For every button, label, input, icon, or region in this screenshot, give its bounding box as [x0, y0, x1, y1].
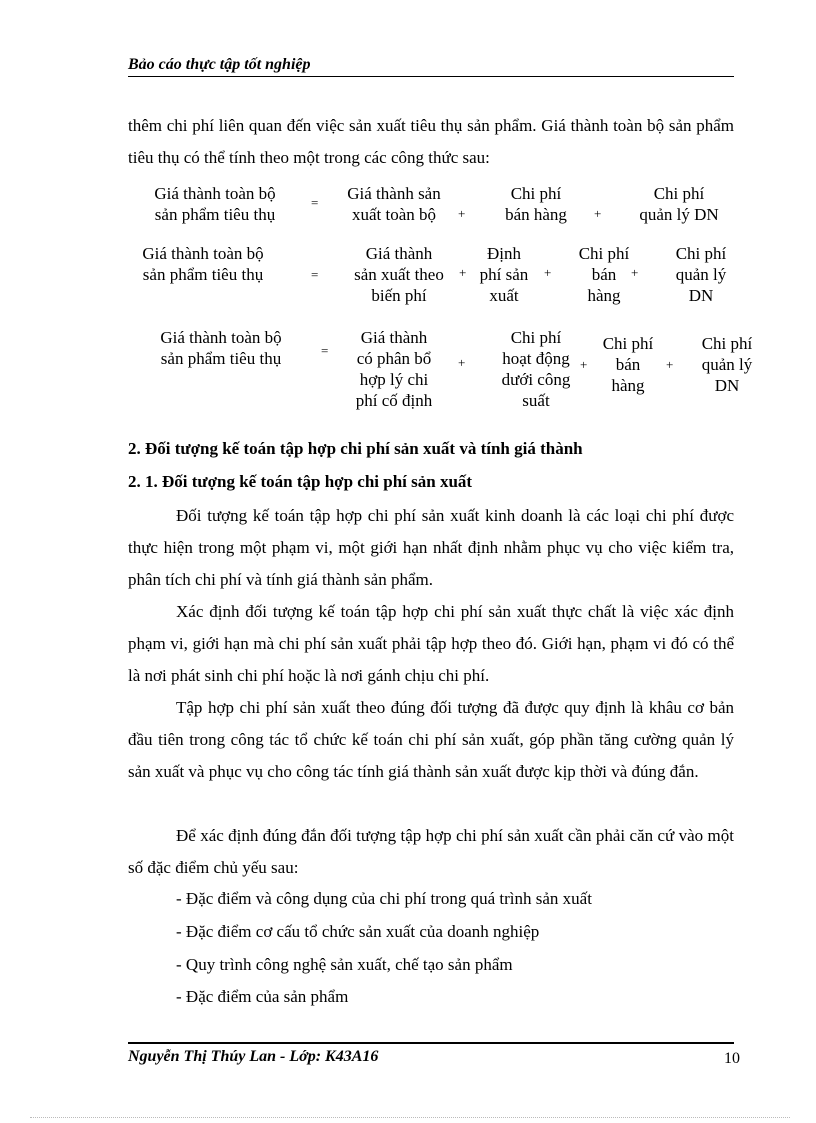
formula-3-lhs: Giá thành toàn bộ sản phẩm tiêu thụ	[160, 328, 282, 368]
page-footer: Nguyễn Thị Thúy Lan - Lớp: K43A16	[128, 1048, 379, 1065]
plus-sign: +	[544, 265, 552, 280]
footer-rule	[128, 1042, 734, 1044]
plus-sign: +	[580, 357, 588, 372]
equals-sign: =	[321, 343, 329, 358]
bullet-item: - Đặc điểm của sản phẩm	[176, 987, 349, 1006]
formula-2-term-4: Chi phí quản lý DN	[675, 244, 727, 305]
bullet-item: - Đặc điểm cơ cấu tổ chức sản xuất của doanh nghiệp	[176, 922, 540, 941]
equals-sign: =	[311, 267, 319, 282]
section-heading-2: 2. Đối tượng kế toán tập hợp chi phí sản xuất và tính giá thành	[128, 439, 583, 458]
equals-sign: =	[311, 195, 319, 210]
formula-1-term-3: Chi phí quản lý DN	[639, 184, 719, 224]
paragraph-3: Tập hợp chi phí sản xuất theo đúng đối tượng đã được quy định là khâu cơ bản đầu tiên trong công tác tổ chức kế toán chi phí sản xuất, góp phần tăng cường quản lý sản xuất và phục vụ cho công tác tính giá thành sản xuất được kịp thời và đúng đắn.	[128, 698, 734, 781]
plus-sign: +	[458, 206, 466, 221]
formula-2-term-1: Giá thành sản xuất theo biến phí	[354, 244, 444, 305]
formula-2-lhs: Giá thành toàn bộ sản phẩm tiêu thụ	[142, 244, 264, 284]
plus-sign: +	[458, 355, 466, 370]
plus-sign: +	[666, 357, 674, 372]
formula-3-term-1: Giá thành có phân bổ hợp lý chi phí cố định	[355, 328, 433, 410]
formula-3-term-4: Chi phí quản lý DN	[701, 334, 753, 395]
bullet-item: - Đặc điểm và công dụng của chi phí trong quá trình sản xuất	[176, 889, 592, 908]
paragraph-1: Đối tượng kế toán tập hợp chi phí sản xuất kinh doanh là các loại chi phí được thực hiện trong một phạm vi, một giới hạn nhất định nhằm phục vụ cho việc kiểm tra, phân tích chi phí và tính giá thành sản phẩm.	[128, 506, 734, 589]
formula-1-term-1: Giá thành sản xuất toàn bộ	[347, 184, 441, 224]
paragraph-2: Xác định đối tượng kế toán tập hợp chi phí sản xuất thực chất là việc xác định phạm vi, giới hạn mà chi phí sản xuất phải tập hợp theo đó. Giới hạn, phạm vi đó có thể là nơi phát sinh chi phí hoặc là nơi gánh chịu chi phí.	[128, 602, 734, 685]
page-break-divider	[30, 1117, 790, 1118]
plus-sign: +	[594, 206, 602, 221]
formula-3-term-3: Chi phí bán hàng	[602, 334, 654, 395]
formula-1-term-2: Chi phí bán hàng	[505, 184, 567, 224]
formula-1-lhs: Giá thành toàn bộ sản phẩm tiêu thụ	[154, 184, 276, 224]
formula-2-term-3: Chi phí bán hàng	[578, 244, 630, 305]
bullet-item: - Quy trình công nghệ sản xuất, chế tạo sản phẩm	[176, 955, 513, 974]
intro-paragraph: thêm chi phí liên quan đến việc sản xuất tiêu thụ sản phẩm. Giá thành toàn bộ sản phẩm tiêu thụ có thể tính theo một trong các công thức sau:	[128, 116, 734, 167]
plus-sign: +	[631, 265, 639, 280]
page-number: 10	[724, 1050, 740, 1067]
paragraph-4: Để xác định đúng đắn đối tượng tập hợp chi phí sản xuất cần phải căn cứ vào một số đặc điểm chủ yếu sau:	[128, 826, 734, 877]
plus-sign: +	[459, 265, 467, 280]
formula-3-term-2: Chi phí hoạt động dưới công suất	[501, 328, 571, 410]
formula-2-term-2: Định phí sản xuất	[479, 244, 529, 305]
section-heading-2-1: 2. 1. Đối tượng kế toán tập hợp chi phí sản xuất	[128, 472, 473, 491]
page-header: Bảo cáo thực tập tốt nghiệp	[128, 56, 734, 77]
